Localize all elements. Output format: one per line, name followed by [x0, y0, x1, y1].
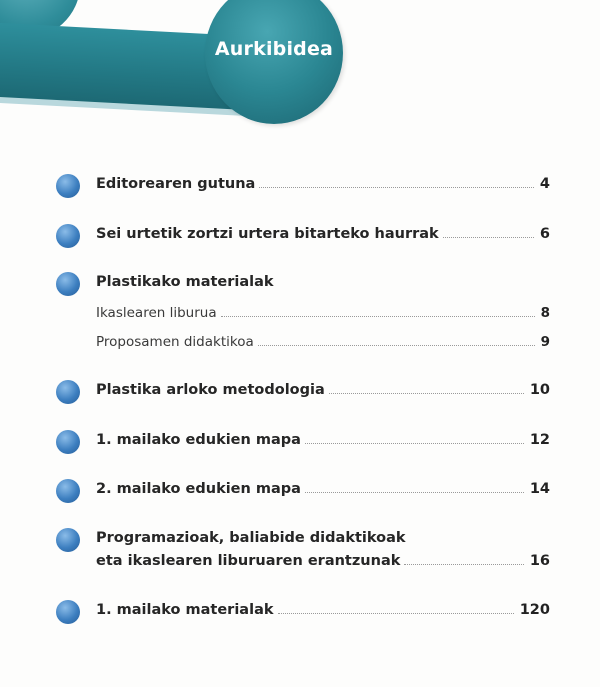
toc-entry-label: 1. mailako materialak	[96, 602, 274, 618]
toc-entry-label: Plastika arloko metodologia	[96, 382, 325, 398]
bullet-icon	[56, 600, 80, 624]
toc-entry-metodologia[interactable]	[96, 382, 550, 398]
toc-entry-page: 16	[529, 553, 550, 569]
toc-entry-label: eta ikaslearen liburuaren erantzunak	[96, 553, 401, 569]
toc-entry-label: Ikaslearen liburua	[96, 305, 217, 321]
dot-leader	[443, 236, 534, 238]
dot-leader	[404, 563, 523, 565]
toc-entry-page: 6	[539, 226, 550, 242]
bullet-icon	[56, 380, 80, 404]
bullet-icon	[56, 479, 80, 503]
bullet-icon	[56, 272, 80, 296]
page-title: Aurkibidea	[214, 38, 334, 60]
dot-leader	[259, 186, 534, 188]
toc-entry-label: Proposamen didaktikoa	[96, 334, 254, 350]
toc-entry-page: 4	[539, 176, 550, 192]
toc-entry-1-mailako-mapa[interactable]	[96, 432, 550, 448]
toc-entry-haurrak[interactable]	[96, 226, 550, 242]
toc-entry-1-mailako-materialak[interactable]	[96, 602, 550, 618]
dot-leader	[329, 392, 524, 394]
toc-subentry-proposamen-didaktikoa[interactable]	[96, 334, 550, 350]
dot-leader	[258, 344, 535, 346]
bullet-icon	[56, 224, 80, 248]
toc-entry-page: 8	[540, 305, 550, 321]
toc-entry-page: 14	[529, 481, 550, 497]
toc-entry-page: 120	[519, 602, 550, 618]
dot-leader	[278, 612, 514, 614]
bullet-icon	[56, 528, 80, 552]
dot-leader	[221, 315, 535, 317]
toc-entry-label: Editorearen gutuna	[96, 176, 256, 192]
bullet-icon	[56, 174, 80, 198]
toc-entry-label: Sei urtetik zortzi urtera bitarteko haurrak	[96, 226, 439, 242]
toc-entry-programazioak-line2[interactable]	[96, 553, 550, 569]
toc-entry-page: 9	[540, 334, 550, 350]
toc-section-plastikako-materialak[interactable]: Plastikako materialak	[96, 274, 274, 290]
bullet-icon	[56, 430, 80, 454]
toc-entry-label: 2. mailako edukien mapa	[96, 481, 301, 497]
toc-entry-editorearen-gutuna[interactable]	[96, 176, 550, 192]
toc-entry-2-mailako-mapa[interactable]	[96, 481, 550, 497]
toc-entry-page: 12	[529, 432, 550, 448]
dot-leader	[305, 442, 524, 444]
toc-entry-programazioak-line1[interactable]: Programazioak, baliabide didaktikoak	[96, 530, 406, 546]
dot-leader	[305, 491, 524, 493]
toc-entry-label: 1. mailako edukien mapa	[96, 432, 301, 448]
toc-subentry-ikaslearen-liburua[interactable]	[96, 305, 550, 321]
toc-entry-page: 10	[529, 382, 550, 398]
